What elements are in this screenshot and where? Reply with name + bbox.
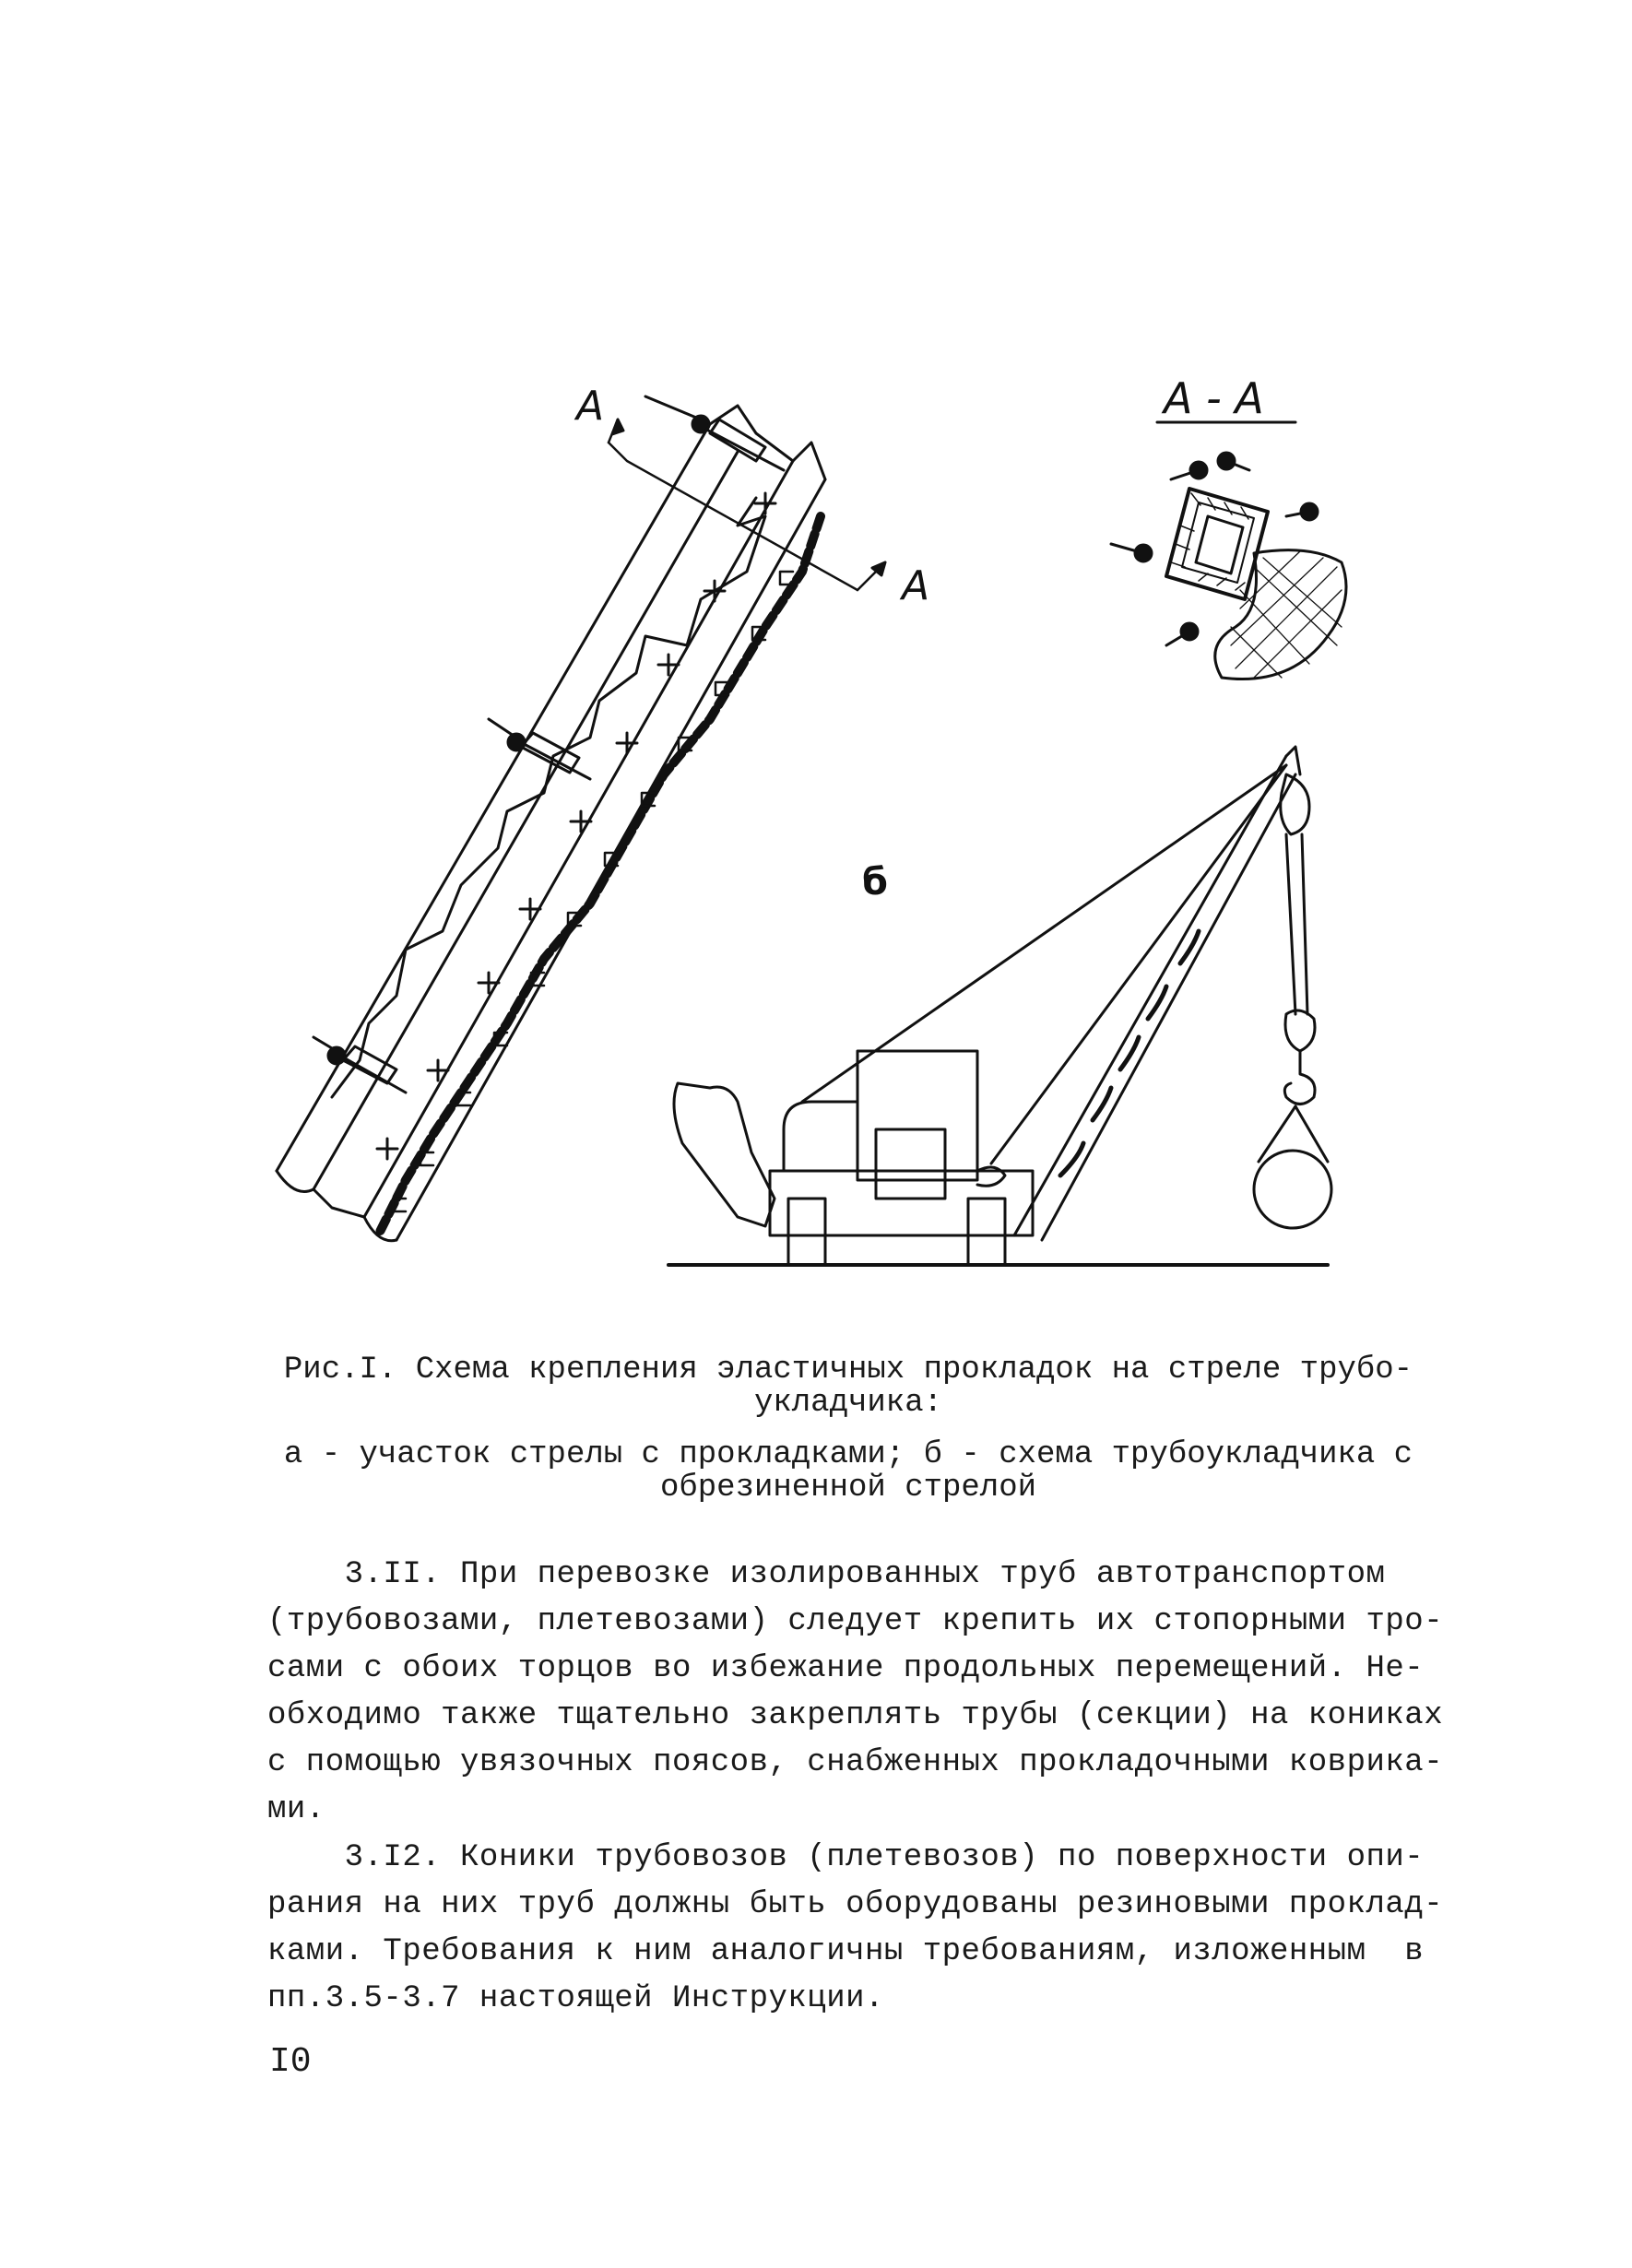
paragraph-line: рания на них труб должны быть оборудованы резиновыми проклад- bbox=[267, 1887, 1444, 1922]
paragraph-line: ками. Требования к ним аналогичны требованиям, изложенным в bbox=[267, 1934, 1425, 1969]
caption-line-4: обрезиненной стрелой bbox=[659, 1471, 1037, 1506]
paragraph-line: пп.3.5-3.7 настоящей Инструкции. bbox=[267, 1981, 884, 2016]
paragraph-3-12 bbox=[267, 1835, 1448, 2023]
paragraph-line: ми. bbox=[267, 1792, 325, 1827]
section-title: A - A bbox=[1164, 373, 1264, 423]
caption-line-2: укладчика: bbox=[753, 1386, 943, 1421]
pipelayer-drawing bbox=[668, 747, 1331, 1265]
panel-b-label: б bbox=[862, 861, 888, 904]
paragraph-line: 3.I2. Коники трубовозов (плетевозов) по поверхности опи- bbox=[267, 1840, 1425, 1875]
boom-segment-drawing bbox=[277, 396, 885, 1241]
paragraph-line: (трубовозами, плетевозами) следует крепить их стопорными тро- bbox=[267, 1604, 1444, 1639]
section-a-a-drawing bbox=[1111, 422, 1346, 679]
section-mark-right: A bbox=[902, 562, 930, 609]
paragraph-3-11 bbox=[267, 1552, 1448, 1834]
paragraph-line: 3.II. При перевозке изолированных труб автотранспортом bbox=[267, 1557, 1386, 1592]
caption-line-3: а - участок стрелы с прокладками; б - схема трубоукладчика с bbox=[283, 1437, 1413, 1472]
figure-caption bbox=[267, 1353, 1429, 1420]
paragraph-line: сами с обоих торцов во избежание продольных перемещений. Не- bbox=[267, 1651, 1425, 1686]
section-mark-left: A bbox=[576, 383, 605, 430]
paragraph-line: обходимо также тщательно закреплять трубы (секции) на кониках bbox=[267, 1698, 1444, 1733]
paragraph-line: с помощью увязочных поясов, снабженных прокладочными коврика- bbox=[267, 1745, 1444, 1780]
page-number: I0 bbox=[269, 2042, 312, 2082]
caption-line-1: Рис.I. Схема крепления эластичных прокладок на стреле трубо- bbox=[283, 1353, 1413, 1388]
figure-caption-legend bbox=[267, 1438, 1429, 1505]
